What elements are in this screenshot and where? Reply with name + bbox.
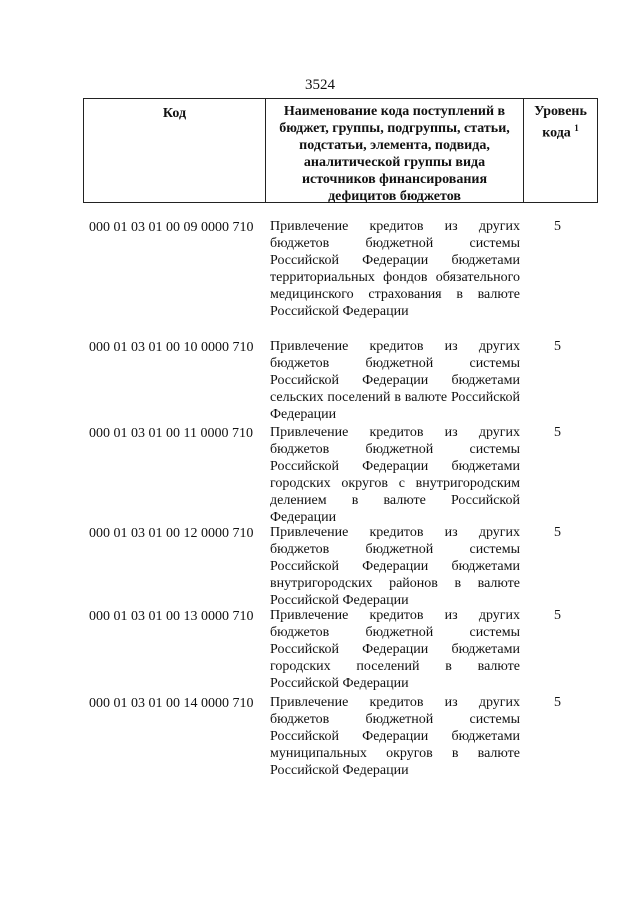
- header-level: [524, 99, 597, 202]
- header-name: Наименование кода поступлений в бюджет, группы, подгруппы, статьи, подстатьи, элемента, подвида, аналитической группы вида источников финансирования дефицитов бюджетов: [266, 99, 524, 202]
- page-number: 3524: [305, 77, 335, 93]
- row-level: 5: [554, 339, 561, 354]
- row-level: 5: [554, 525, 561, 540]
- table-row: [89, 607, 589, 694]
- row-description: Привлечение кредитов из других бюджетов бюджетной системы Российской Федерации бюджетами городских округов с внутригородским делением в валюте Российской Федерации: [270, 425, 520, 525]
- row-code: 000 01 03 01 00 09 0000 710: [89, 220, 254, 235]
- row-level: 5: [554, 608, 561, 623]
- row-level: 5: [554, 219, 561, 234]
- row-description: Привлечение кредитов из других бюджетов бюджетной системы Российской Федерации бюджетами городских поселений в валюте Российской Федерации: [270, 608, 520, 691]
- table-row: [89, 338, 589, 424]
- row-code: 000 01 03 01 00 12 0000 710: [89, 526, 254, 541]
- row-description: Привлечение кредитов из других бюджетов бюджетной системы Российской Федерации бюджетами сельских поселений в валюте Российской Федерации: [270, 339, 520, 422]
- row-description: Привлечение кредитов из других бюджетов бюджетной системы Российской Федерации бюджетами территориальных фондов обязательного медицинского страхования в валюте Российской Федерации: [270, 219, 520, 319]
- header-code: Код: [84, 99, 266, 202]
- table-body: [89, 218, 589, 780]
- table-header: [83, 98, 598, 203]
- table-row: [89, 218, 589, 338]
- row-level: 5: [554, 695, 561, 710]
- table-row: [89, 694, 589, 780]
- row-level: 5: [554, 425, 561, 440]
- table-row: [89, 424, 589, 524]
- table-row: [89, 524, 589, 607]
- row-code: 000 01 03 01 00 10 0000 710: [89, 340, 254, 355]
- row-code: 000 01 03 01 00 11 0000 710: [89, 426, 253, 441]
- row-code: 000 01 03 01 00 13 0000 710: [89, 609, 254, 624]
- header-level-label: Уровень кода: [534, 104, 587, 141]
- row-description: Привлечение кредитов из других бюджетов бюджетной системы Российской Федерации бюджетами внутригородских районов в валюте Российской Федерации: [270, 525, 520, 608]
- row-description: Привлечение кредитов из других бюджетов бюджетной системы Российской Федерации бюджетами муниципальных округов в валюте Российской Федерации: [270, 695, 520, 778]
- header-level-footnote: 1: [574, 123, 579, 133]
- row-code: 000 01 03 01 00 14 0000 710: [89, 696, 254, 711]
